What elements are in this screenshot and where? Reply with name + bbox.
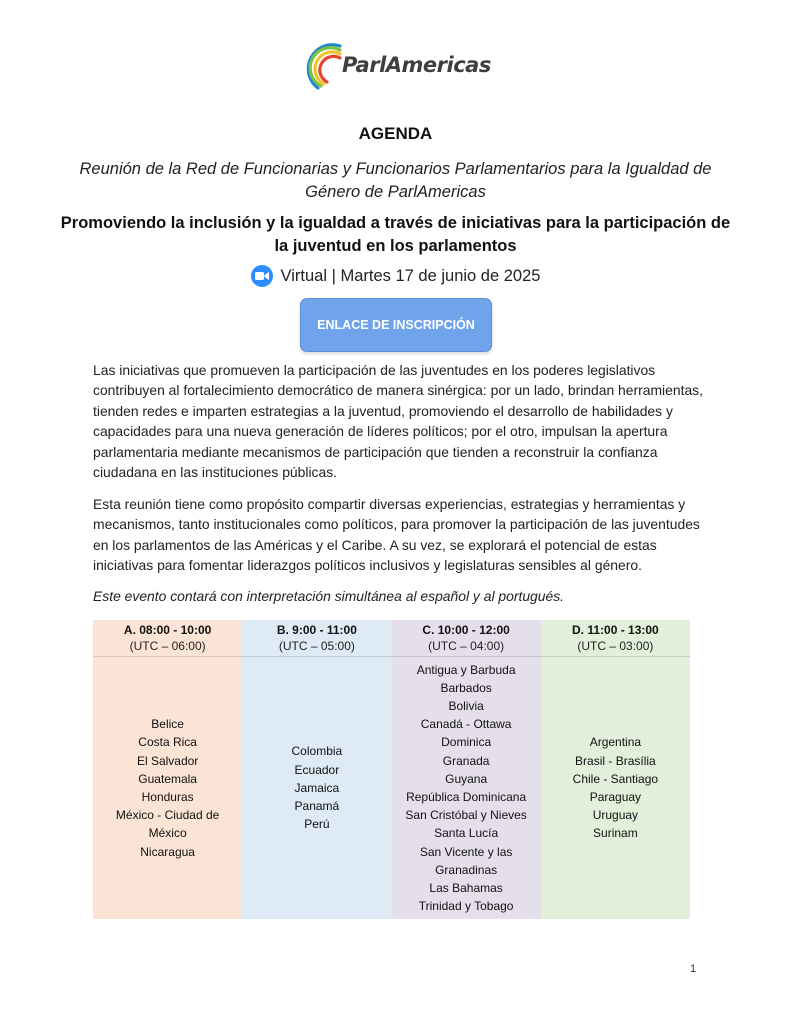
country-list — [242, 657, 391, 919]
utc-offset-label: (UTC – 04:00) — [428, 639, 505, 653]
country-list — [392, 657, 541, 919]
schedule-column — [392, 620, 541, 919]
schedule-column-header — [541, 620, 690, 657]
country-item: San Vicente y las — [419, 844, 513, 859]
logo-wordmark: ParlAmericas — [342, 53, 491, 77]
country-list — [93, 657, 242, 919]
utc-offset-label: (UTC – 05:00) — [278, 639, 355, 653]
country-item: Argentina — [589, 735, 642, 750]
country-item: Dominica — [441, 735, 492, 750]
country-item: Nicaragua — [140, 844, 195, 859]
schedule-column-header — [392, 620, 541, 657]
country-item: Ecuador — [294, 762, 340, 777]
country-item: Panamá — [294, 799, 340, 814]
country-list — [541, 657, 690, 919]
country-item: Barbados — [440, 680, 492, 695]
country-item: El Salvador — [136, 753, 199, 768]
country-item: Colombia — [291, 744, 343, 759]
country-item: Canadá - Ottawa — [420, 717, 512, 732]
interpretation-note: Este evento contará con interpretación simultánea al español y al portugués. — [93, 588, 565, 604]
schedule-table — [93, 620, 690, 919]
logo-arcs-icon — [300, 36, 344, 92]
event-info — [0, 265, 791, 287]
meeting-headline: Promoviendo la inclusión y la igualdad a través de iniciativas para la participación de la juventud en los parlamentos — [60, 214, 731, 255]
country-item: Surinam — [593, 826, 638, 841]
event-date-text: Virtual | Martes 17 de junio de 2025 — [280, 266, 541, 285]
country-item: Uruguay — [592, 808, 639, 823]
country-item: Perú — [304, 817, 330, 832]
country-item: Antigua y Barbuda — [416, 662, 516, 677]
utc-offset-label: (UTC – 06:00) — [129, 639, 206, 653]
country-item: Guyana — [445, 771, 488, 786]
time-slot-label: A. 08:00 - 10:00 — [123, 623, 212, 637]
country-item: Guatemala — [138, 771, 197, 786]
country-item: Honduras — [141, 790, 194, 804]
time-slot-label: C. 10:00 - 12:00 — [422, 623, 510, 637]
country-item: México - Ciudad de — [115, 808, 220, 823]
country-item: México — [148, 826, 187, 841]
schedule-column-header — [242, 620, 391, 657]
meeting-subtitle: Reunión de la Red de Funcionarias y Funcionarios Parlamentarios para la Igualdad de Género de ParlAmericas — [79, 160, 712, 201]
page-number: 1 — [690, 963, 697, 975]
country-item: Las Bahamas — [429, 881, 503, 896]
country-item: Granadinas — [435, 862, 498, 877]
time-slot-label: B. 9:00 - 11:00 — [276, 623, 357, 637]
intro-paragraph: Las iniciativas que promueven la participación de las juventudes en los poderes legislativos contribuyen al fortalecimiento democrático de manera sinérgica: por un lado, brindan herramientas, tienden redes e imparten estrategias a la juventud, promoviendo el desarrollo de habilidades y capacidades para una nueva generación de líderes políticos; por el otro, impulsan la apertura parlamentaria mediante mecanismos de participación que tienden a reconstruir la confianza ciudadana en las instituciones públicas. — [93, 362, 703, 481]
country-item: Santa Lucía — [434, 826, 499, 841]
country-item: República Dominicana — [406, 790, 527, 804]
schedule-column — [93, 620, 242, 919]
country-item: Chile - Santiago — [572, 771, 659, 786]
utc-offset-label: (UTC – 03:00) — [577, 639, 654, 653]
registration-link-button[interactable]: ENLACE DE INSCRIPCIÓN — [300, 298, 492, 352]
country-item: Belice — [151, 717, 184, 732]
country-item: San Cristóbal y Nieves — [405, 808, 527, 823]
schedule-column — [541, 620, 690, 919]
schedule-column-header — [93, 620, 242, 657]
zoom-video-icon — [251, 265, 273, 287]
country-item: Bolivia — [448, 698, 484, 713]
schedule-column — [242, 620, 391, 919]
country-item: Granada — [442, 753, 490, 768]
parlamericas-logo — [300, 36, 500, 92]
country-item: Costa Rica — [138, 735, 197, 750]
country-item: Jamaica — [294, 780, 340, 795]
country-item: Trinidad y Tobago — [418, 899, 514, 914]
country-item: Brasil - Brasília — [575, 753, 656, 768]
purpose-paragraph: Esta reunión tiene como propósito compartir diversas experiencias, estrategias y herramientas y mecanismos, tanto institucionales como políticos, para promover la participación de las juventudes en los parlamentos de las Américas y el Caribe. A su vez, se explorará el potencial de estas iniciativas para fomentar liderazgos políticos inclusivos y legislaturas sensibles al género. — [93, 496, 700, 574]
country-item: Paraguay — [589, 790, 642, 804]
time-slot-label: D. 11:00 - 13:00 — [572, 623, 659, 637]
page-title: AGENDA — [358, 124, 433, 143]
